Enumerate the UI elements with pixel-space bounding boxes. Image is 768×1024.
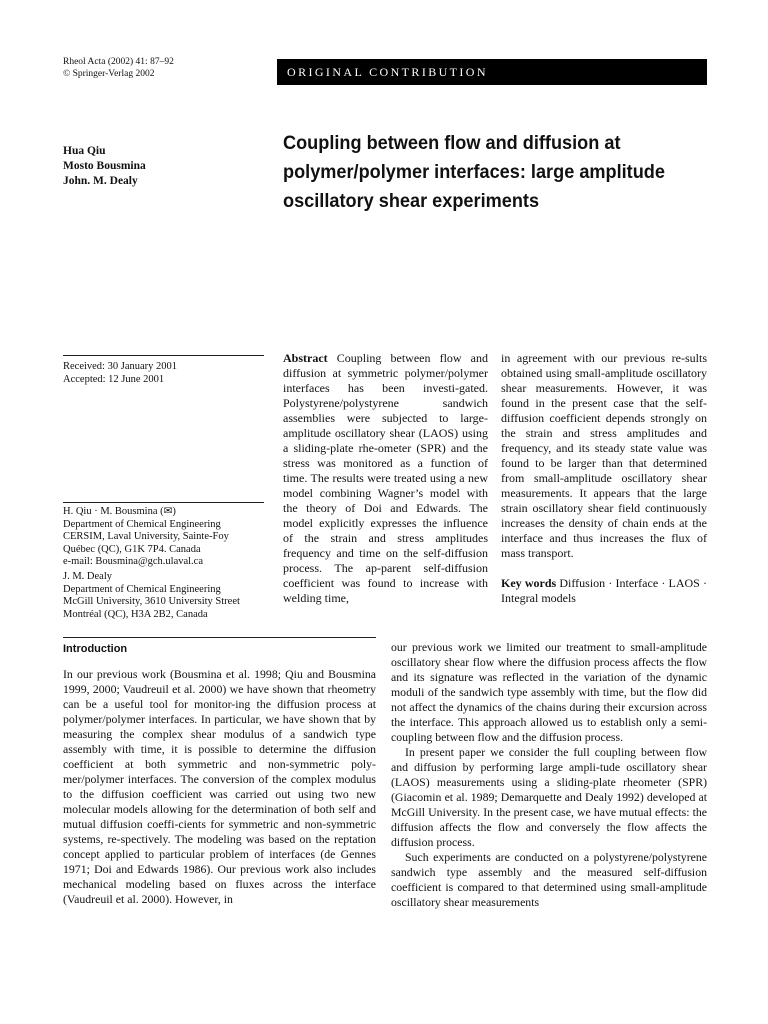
abstract-text: Coupling between flow and diffusion at symmetric polymer/polymer interfaces has been investi-gated. Polystyrene/polystyrene sandwich assemblies were subjected to large-amplitude oscillatory shear (LAOS) using a sliding-plate rhe-ometer (SPR) and the stress was monitored as a function of time. The results were treated using a new model combining Wagner’s model with the theory of Doi and Edwards. The model explicitly expresses the influence of the strain and stress amplitudes frequency and time on the self-diffusion process. The ap-parent self-diffusion coefficient was found to increase with welding time,	[283, 351, 488, 605]
affiliation-authors: H. Qiu · M. Bousmina (✉)	[63, 506, 176, 517]
affiliation-line: Montréal (QC), H3A 2B2, Canada	[63, 608, 208, 620]
abstract-label: Abstract	[283, 351, 328, 365]
divider	[63, 502, 264, 503]
article-title: Coupling between flow and diffusion at polymer/polymer interfaces: large amplitude oscillatory shear experiments	[283, 132, 665, 212]
introduction-column-right	[391, 640, 707, 910]
introduction-column-left	[63, 667, 376, 907]
section-heading: Introduction	[63, 643, 128, 655]
email-link[interactable]: e-mail: Bousmina@gch.ulaval.ca	[63, 556, 204, 567]
affiliation-author: J. M. Dealy	[63, 571, 112, 582]
keywords	[501, 576, 707, 606]
accepted-date: Accepted: 12 June 2001	[63, 373, 165, 385]
citation-line-2: © Springer-Verlag 2002	[63, 69, 155, 79]
affiliation-secondary	[63, 571, 240, 621]
affiliation-line: Québec (QC), G1K 7P4. Canada	[63, 543, 201, 555]
author-name: John. M. Dealy	[63, 175, 138, 187]
divider	[63, 637, 376, 638]
author-name: Hua Qiu	[63, 145, 106, 157]
author-name: Mosto Bousmina	[63, 160, 146, 172]
paragraph: Such experiments are conducted on a polystyrene/polystyrene sandwich type assembly and the measured self-diffusion coefficient is compared to that determined using small-amplitude oscillatory shear measurements	[391, 850, 707, 909]
paragraph: In our previous work (Bousmina et al. 1998; Qiu and Bousmina 1999, 2000; Vaudreuil et al. 2000) we have shown that rheometry can be a useful tool for monitor-ing the diffusion process at polymer/polymer interfaces. In particular, we have shown that by measuring the complex shear modulus of a sandwich type assembly with time, it is possible to determine the diffusion coefficient at both symmetric and non-symmetric poly-mer/polymer interfaces. The conversion of the complex modulus to the diffusion coefficient was carried out using two new molecular models allowing for the determination of both self and mutual diffusion coeffi-cients for symmetric and non-symmetric systems, re-spectively. The modeling was based on the reptation concept applied to particular problem of interfaces (de Gennes 1971; Doi and Edwards 1986). Our previous work also includes mechanical modeling based on fluxes across the interface (Vaudreuil et al. 2000). However, in	[63, 667, 376, 906]
abstract-column-2	[501, 351, 707, 606]
author-list	[63, 144, 146, 189]
paragraph: In present paper we consider the full coupling between flow and diffusion by performing large ampli-tude oscillatory shear (LAOS) measurements using a sliding-plate rheometer (SPR) (Giacomin et al. 1989; Demarquette and Dealy 1992) developed at McGill University. In the present case, we have mutual effects: the diffusion affects the flow and conversely the flow affects the diffusion process.	[391, 745, 707, 849]
submission-dates	[63, 361, 177, 386]
affiliation-line: CERSIM, Laval University, Sainte-Foy	[63, 531, 229, 542]
affiliation-line: Department of Chemical Engineering	[63, 583, 221, 595]
affiliation-line: Department of Chemical Engineering	[63, 518, 221, 530]
keywords-text: Diffusion · Interface · LAOS · Integral models	[501, 576, 708, 605]
journal-citation	[63, 56, 174, 80]
affiliation-line: McGill University, 3610 University Street	[63, 596, 240, 607]
received-date: Received: 30 January 2001	[63, 361, 178, 372]
paragraph: our previous work we limited our treatment to small-amplitude oscillatory shear flow where the diffusion process affects the flow and its signature was reflected in the variation of the dynamic moduli of the sandwich type assembly with time, but the flow did not affect the dynamics of the chains during their excursion across the interface. This approach allowed us to establish only a semi-coupling between flow and the diffusion process.	[391, 640, 707, 744]
keywords-label: Key words	[501, 576, 557, 590]
divider	[63, 355, 264, 356]
citation-line-1: Rheol Acta (2002) 41: 87–92	[63, 57, 174, 67]
abstract-text-continued: in agreement with our previous re-sults obtained using small-amplitude oscillatory shear measurements. However, it was found in the present case that the self-diffusion coefficient depends strongly on the strain and stress amplitudes and frequency, and its steady state value was found to be larger than that determined from small-amplitude oscillatory shear measurements. It appears that the large strain oscillatory shear field continuously increases the density of chain ends at the interface and thus increases the flux of mass transport.	[501, 351, 707, 560]
affiliation-primary	[63, 506, 229, 569]
article-type-banner: ORIGINAL CONTRIBUTION	[277, 59, 707, 85]
abstract-column-1	[283, 351, 488, 606]
